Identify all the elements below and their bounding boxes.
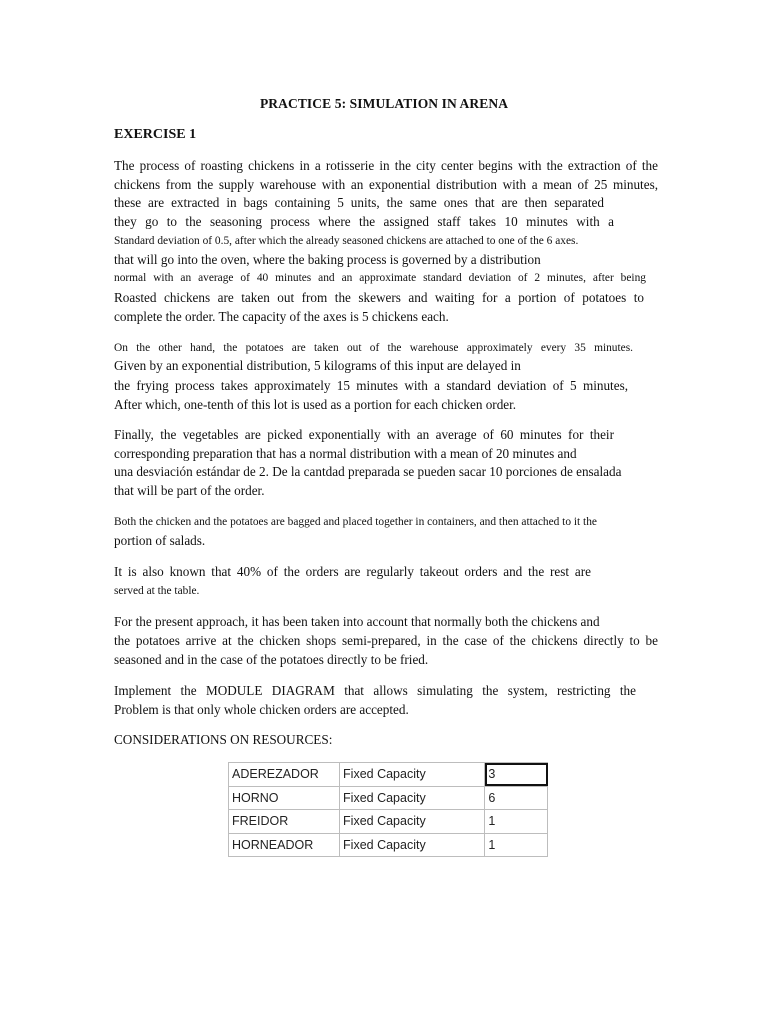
paragraph-line: corresponding preparation that has a normal distribution with a mean of 20 minutes and <box>114 446 577 461</box>
resource-type-cell[interactable]: Fixed Capacity <box>340 786 485 810</box>
paragraph-line: On the other hand, the potatoes are taken out of the warehouse approximately every 35 minutes. <box>114 342 633 354</box>
paragraph-line: Roasted chickens are taken out from the skewers and waiting for a portion of potatoes to <box>114 290 644 305</box>
resources-heading: CONSIDERATIONS ON RESOURCES: <box>114 732 333 747</box>
resource-type-cell[interactable]: Fixed Capacity <box>340 763 485 787</box>
resource-name-cell[interactable]: HORNEADOR <box>229 833 340 857</box>
resource-capacity-cell[interactable]: 1 <box>485 833 548 857</box>
exercise-heading: EXERCISE 1 <box>114 127 197 142</box>
resource-name-cell[interactable]: ADEREZADOR <box>229 763 340 787</box>
resource-name-cell[interactable]: HORNO <box>229 786 340 810</box>
paragraph-line: the potatoes arrive at the chicken shops semi-prepared, in the case of the chickens directly to be <box>114 633 658 648</box>
paragraph-line: chickens from the supply warehouse with an exponential distribution with a mean of 25 minutes, <box>114 177 658 192</box>
paragraph-line: For the present approach, it has been taken into account that normally both the chickens and <box>114 614 600 629</box>
paragraph-line: Implement the MODULE DIAGRAM that allows simulating the system, restricting the <box>114 683 636 698</box>
page-title: PRACTICE 5: SIMULATION IN ARENA <box>259 96 509 111</box>
paragraph-line: served at the table. <box>114 585 200 597</box>
resource-capacity-cell[interactable]: 3 <box>485 763 548 787</box>
paragraph-line: It is also known that 40% of the orders are regularly takeout orders and the rest are <box>114 564 591 579</box>
table-row <box>229 810 548 834</box>
resources-table <box>228 762 548 857</box>
resource-capacity-cell[interactable]: 6 <box>485 786 548 810</box>
paragraph-line: Standard deviation of 0.5, after which the already seasoned chickens are attached to one of the 6 axes. <box>114 235 579 247</box>
table-row <box>229 763 548 787</box>
paragraph-line: that will go into the oven, where the baking process is governed by a distribution <box>114 252 541 267</box>
paragraph-line: Both the chicken and the potatoes are bagged and placed together in containers, and then attached to it the <box>114 516 597 528</box>
paragraph-line: normal with an average of 40 minutes and an approximate standard deviation of 2 minutes, after being <box>114 272 646 284</box>
paragraph-line: that will be part of the order. <box>114 483 265 498</box>
paragraph-line: una desviación estándar de 2. De la cantdad preparada se pueden sacar 10 porciones de ensalada <box>114 464 622 479</box>
paragraph-line: portion of salads. <box>114 533 206 548</box>
paragraph-line: complete the order. The capacity of the axes is 5 chickens each. <box>114 309 449 324</box>
resource-type-cell[interactable]: Fixed Capacity <box>340 833 485 857</box>
paragraph-line: the frying process takes approximately 15 minutes with a standard deviation of 5 minutes, <box>114 378 628 393</box>
resource-name-cell[interactable]: FREIDOR <box>229 810 340 834</box>
resource-type-cell[interactable]: Fixed Capacity <box>340 810 485 834</box>
paragraph-line: Given by an exponential distribution, 5 kilograms of this input are delayed in <box>114 358 521 373</box>
resource-capacity-cell[interactable]: 1 <box>485 810 548 834</box>
table-row <box>229 786 548 810</box>
paragraph-line: After which, one-tenth of this lot is used as a portion for each chicken order. <box>114 397 517 412</box>
table-row <box>229 833 548 857</box>
paragraph-line: seasoned and in the case of the potatoes directly to be fried. <box>114 652 429 667</box>
paragraph-line: Finally, the vegetables are picked exponentially with an average of 60 minutes for their <box>114 427 614 442</box>
paragraph-line: they go to the seasoning process where the assigned staff takes 10 minutes with a <box>114 214 614 229</box>
paragraph-line: The process of roasting chickens in a rotisserie in the city center begins with the extraction of the <box>114 158 658 173</box>
paragraph-line: these are extracted in bags containing 5 units, the same ones that are then separated <box>114 195 604 210</box>
paragraph-line: Problem is that only whole chicken orders are accepted. <box>114 702 409 717</box>
